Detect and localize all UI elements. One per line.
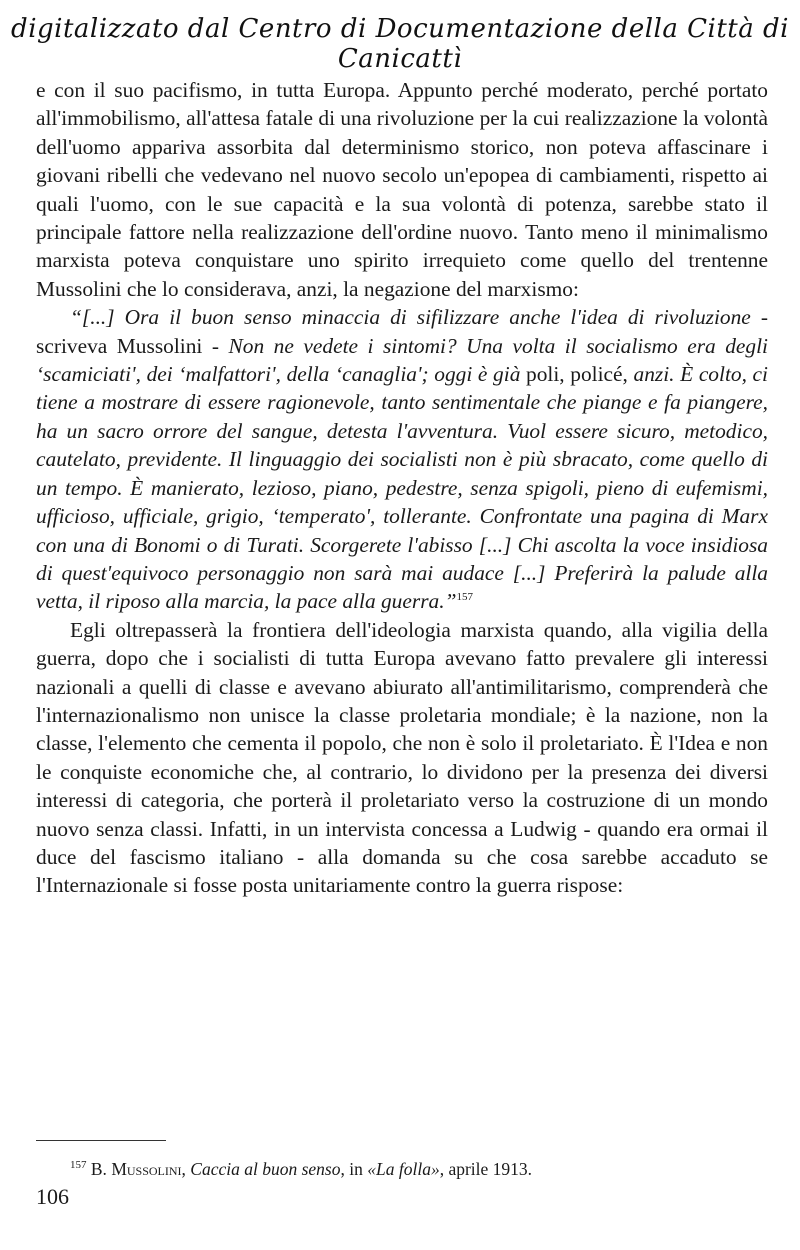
paragraph-1: e con il suo pacifismo, in tutta Europa. Appunto perché moderato, perché portato all'immobilismo, all'attesa fatale di una rivoluzione per la cui realizzazione la volontà dell'uomo appariva assorbita dal determinismo storico, non poteva affascinare i giovani ribelli che vedevano nel nuovo secolo un'epopea di cambiamenti, rispetto ai quali l'uomo, con le sue capacità e la sua volontà di potenza, sarebbe stato il principale fattore nella realizzazione dell'ordine nuovo. Tanto meno il minimalismo marxista poteva conquistare uno spirito irrequieto come quello del trentenne Mussolini che lo considerava, anzi, la negazione del marxismo:: [36, 78, 768, 301]
footnote-author: Mussolini: [111, 1159, 182, 1179]
footnote-separator-1: ,: [181, 1159, 191, 1179]
page-number: 106: [36, 1184, 69, 1209]
footnote-date: , aprile 1913.: [439, 1159, 533, 1179]
main-text: [36, 76, 768, 900]
footnote: [70, 1158, 770, 1180]
quote-attribution: - scriveva Mussolini -: [36, 305, 768, 358]
footnote-divider: [36, 1140, 166, 1141]
paragraph-3: Egli oltrepasserà la frontiera dell'ideologia marxista quando, alla vigilia della guerra, dopo che i socialisti di tutta Europa avevano fatto prevalere gli interessi nazionali a quelli di classe e avevano abiurato all'antimilitarismo, comprenderà che l'internazionalismo non unisce la classe proletaria mondiale; è la nazione, non la classe, l'elemento che cementa il popolo, che non è solo il proletariato. È l'Idea e non le conquiste economiche che, al contrario, lo dividono per la presenza dei diversi interessi di categoria, che porterà il proletariato verso la costruzione di un mondo nuovo senza classi. Infatti, in un intervista concessa a Ludwig - quando era ormai il duce del fascismo italiano - alla domanda su che cosa sarebbe accaduto se l'Internazionale si fosse posta unitariamente contro la guerra rispose:: [36, 617, 768, 898]
footnote-separator-2: , in: [340, 1159, 368, 1179]
footnote-journal: «La folla»: [367, 1159, 440, 1179]
quote-upright-words: poli, policé,: [526, 362, 634, 387]
quote-part-1: “[...] Ora il buon senso minaccia di sifilizzare anche l'idea di rivoluzione: [70, 305, 751, 330]
quotation-paragraph: [36, 303, 768, 615]
footnote-number: 157: [70, 1159, 87, 1172]
footnote-title: Caccia al buon senso: [190, 1159, 341, 1179]
quote-part-3: anzi. È colto, ci tiene a mostrare di essere ragionevole, tanto sentimentale che piange e fa piangere, ha un sacro orrore del sangue, detesta l'avventura. Vuol essere sicuro, metodico, cautelato, previdente. Il linguaggio dei socialisti non è più sbracato, come quello di un tempo. È manierato, lezioso, piano, pedestre, senza spigoli, pieno di eufemismi, ufficioso, ufficiale, grigio, ‘temperato', tollerante. Confrontate una pagina di Marx con una di Bonomi o di Turati. Scorgerete l'abisso [...] Chi ascolta la voce insidiosa di quest'equivoco personaggio non sarà mai audace [...] Preferirà la palude alla vetta, il riposo alla marcia, la pace alla guerra.”: [36, 362, 768, 614]
footnote-author-initial: B.: [90, 1159, 112, 1179]
quote-part-2: Non ne vedete i sintomi? Una volta il socialismo era degli ‘scamiciati', dei ‘malfattori', della ‘canaglia'; oggi è già: [36, 333, 769, 387]
digitization-watermark: digitalizzato dal Centro di Documentazione della Città di Canicattì: [11, 14, 789, 74]
footnote-reference[interactable]: 157: [456, 591, 473, 604]
